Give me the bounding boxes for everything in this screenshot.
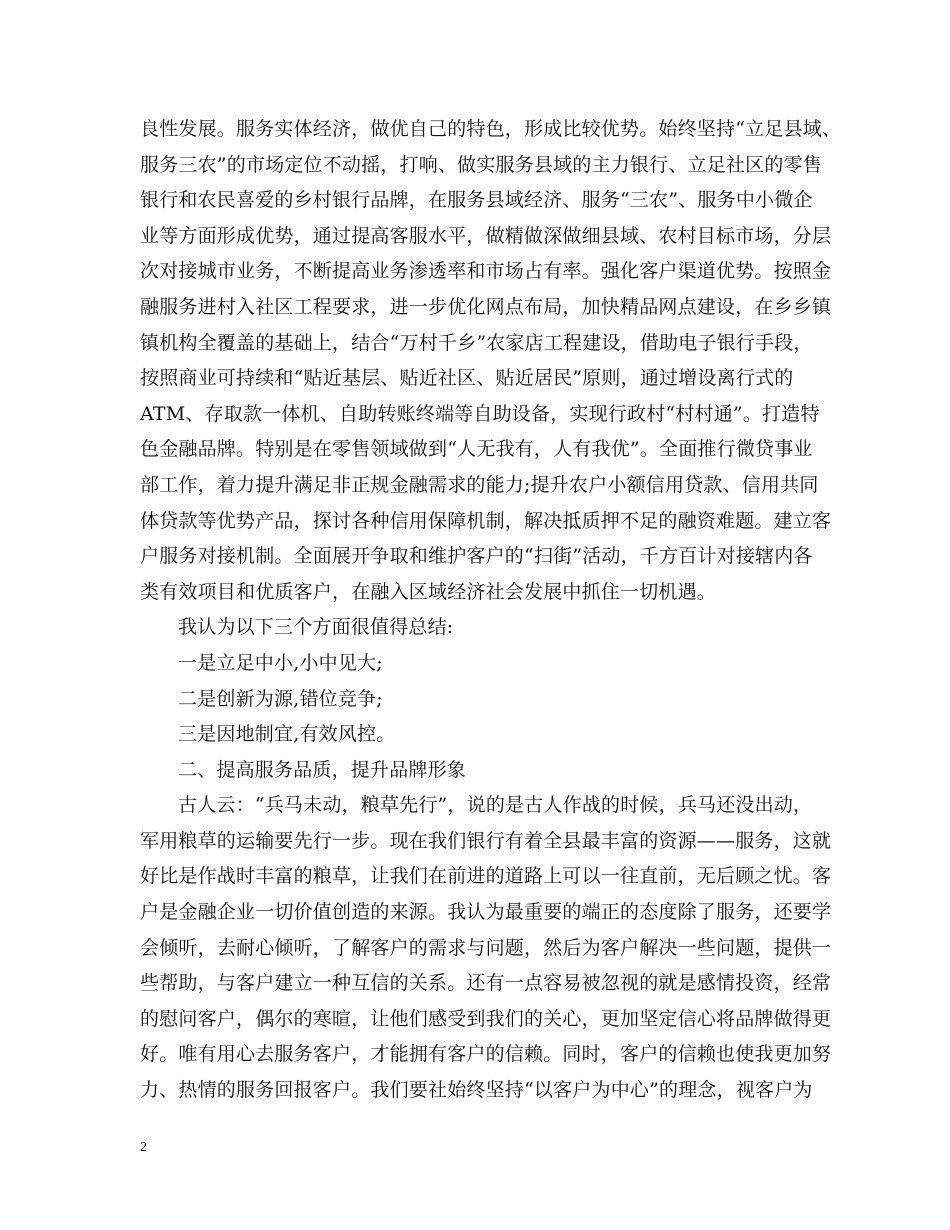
text-line: 军用粮草的运输要先行一步。现在我们银行有着全县最丰富的资源——服务，这就	[140, 829, 832, 852]
text-line: 服务三农”的市场定位不动摇，打响、做实服务县域的主力银行、立足社区的零售	[140, 153, 822, 176]
text-line: 次对接城市业务，不断提高业务渗透率和市场占有率。强化客户渠道优势。按照金	[140, 260, 832, 283]
text-line: 按照商业可持续和“贴近基层、贴近社区、贴近居民”原则，通过增设离行式的	[140, 367, 794, 390]
text-line: 力、热情的服务回报客户。我们要社始终坚持“以客户为中心”的理念，视客户为	[140, 1079, 813, 1102]
text-line: 户是金融企业一切价值创造的来源。我认为最重要的端正的态度除了服务，还要学	[140, 901, 832, 924]
text-line: 会倾听，去耐心倾听，了解客户的需求与问题，然后为客户解决一些问题，提供一	[140, 936, 832, 959]
text-line: 色金融品牌。特别是在零售领域做到“人无我有，人有我优”。全面推行微贷事业	[140, 438, 813, 461]
body-text	[140, 112, 842, 1109]
text-line: 二是创新为源,错位竞争;	[178, 687, 383, 710]
text-line: 一是立足中小,小中见大;	[178, 651, 383, 674]
text-line: 类有效项目和优质客户，在融入区域经济社会发展中抓住一切机遇。	[140, 580, 717, 603]
text-line: 户服务对接机制。全面展开争取和维护客户的“扫街”活动，千方百计对接辖内各	[140, 545, 813, 568]
text-line: 三是因地制宜,有效风控。	[178, 723, 396, 746]
text-line: 部工作，着力提升满足非正规金融需求的能力;提升农户小额信用贷款、信用共同	[140, 473, 819, 496]
text-line: ATM、存取款一体机、自助转账终端等自助设备，实现行政村“村村通”。打造特	[140, 402, 820, 425]
text-line: 业等方面形成优势，通过提高客服水平，做精做深做细县域、农村目标市场，分层	[140, 224, 832, 247]
text-line: 古人云：“兵马未动，粮草先行”，说的是古人作战的时候，兵马还没出动，	[178, 794, 813, 817]
text-line: 些帮助，与客户建立一种互信的关系。还有一点容易被忽视的就是感情投资，经常	[140, 972, 832, 995]
text-line: 好比是作战时丰富的粮草，让我们在前进的道路上可以一往直前，无后顾之忧。客	[140, 865, 832, 888]
text-line: 好。唯有用心去服务客户，才能拥有客户的信赖。同时，客户的信赖也使我更加努	[140, 1043, 832, 1066]
text-line: 融服务进村入社区工程要求，进一步优化网点布局，加快精品网点建设，在乡乡镇	[140, 295, 832, 318]
text-line: 镇机构全覆盖的基础上，结合“万村千乡”农家店工程建设，借助电子银行手段，	[140, 331, 813, 354]
text-line: 二、提高服务品质，提升品牌形象	[178, 758, 467, 781]
text-line: 银行和农民喜爱的乡村银行品牌，在服务县域经济、服务“三农”、服务中小微企	[140, 189, 813, 212]
text-line: 的慰问客户，偶尔的寒暄，让他们感受到我们的关心，更加坚定信心将品牌做得更	[140, 1007, 832, 1030]
text-line: 体贷款等优势产品，探讨各种信用保障机制，解决抵质押不足的融资难题。建立客	[140, 509, 832, 532]
text-line: 我认为以下三个方面很值得总结:	[178, 616, 454, 639]
text-line: 良性发展。服务实体经济，做优自己的特色，形成比较优势。始终坚持“立足县域、	[140, 118, 842, 140]
page-number: 2	[140, 1140, 147, 1155]
